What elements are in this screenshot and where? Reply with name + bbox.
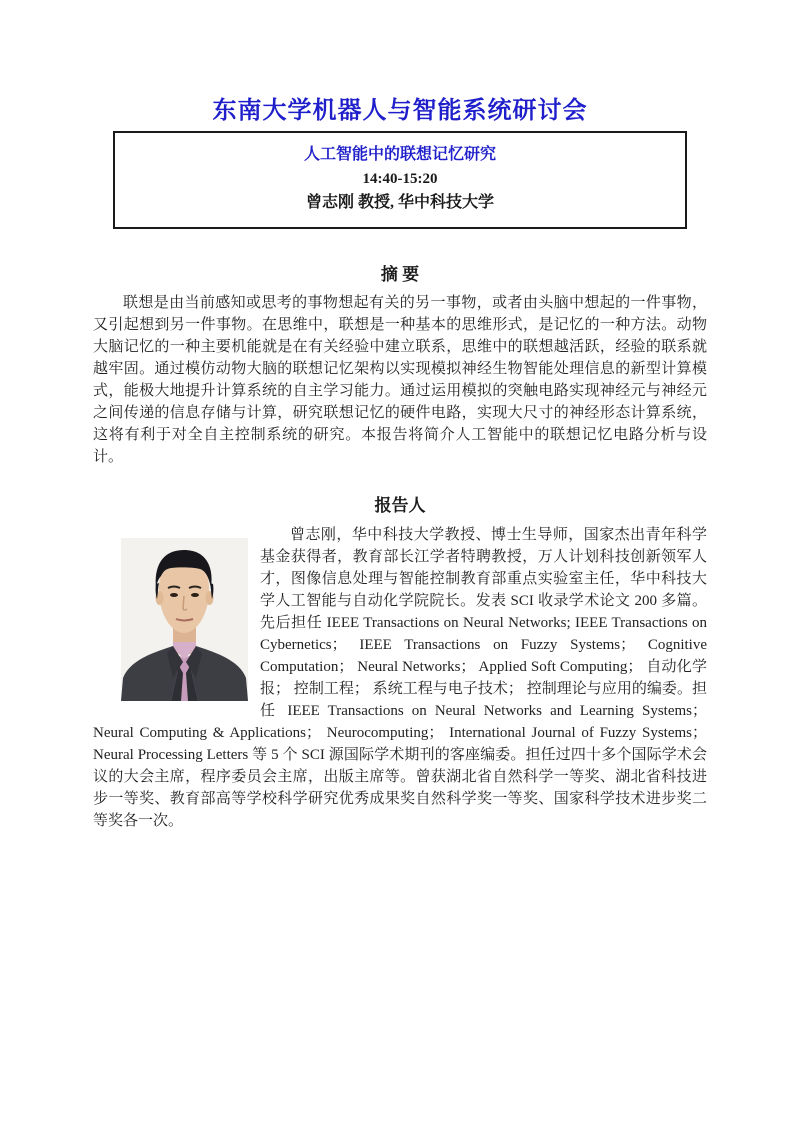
session-info-box <box>113 131 687 229</box>
seminar-title: 东南大学机器人与智能系统研讨会 <box>212 97 588 124</box>
speaker-bio-text: 曾志刚，华中科技大学教授、博士生导师，国家杰出青年科学基金获得者，教育部长江学者特聘教授，万人计划科技创新领军人才，图像信息处理与智能控制教育部重点实验室主任，华中科技大学人工智能与自动化学院院长。发表 SCI 收录学术论文 200 多篇。先后担任 IEEE Transactions on Neural Networks; IEEE Transactions on Cybernetics； IEEE Transactions on Fuzzy Systems； Cognitive Computation； Neural Networks； Applied Soft Computing； 自动化学报； 控制工程； 系统工程与电子技术； 控制理论与应用的编委。担 任 IEEE Transactions on Neural Networks and Learning Systems； Neural Computing & Applications； Neurocomputing； International Journal of Fuzzy Systems； Neural Processing Letters 等 5 个 SCI 源国际学术期刊的客座编委。担任过四十多个国际学术会议的大会主席，程序委员会主席，出版主席等。曾获湖北省自然科学一等奖、湖北省科技进步一等奖、教育部高等学校科学研究优秀成果奖自然科学奖一等奖、国家科学技术进步奖二等奖各一次。 <box>93 527 707 829</box>
speaker-bio-block <box>93 524 707 832</box>
abstract-body: 联想是由当前感知或思考的事物想起有关的另一事物，或者由头脑中想起的一件事物，又引起想到另一件事物。在思维中，联想是一种基本的思维形式，是记忆的一种方法。动物大脑记忆的一种主要机能就是在有关经验中建立联系，思维中的联想越活跃，经验的联系就越牢固。通过模仿动物大脑的联想记忆架构以实现模拟神经生物智能处理信息的新型计算模式，能极大地提升计算系统的自主学习能力。通过运用模拟的突触电路实现神经元与神经元之间传递的信息存储与计算，研究联想记忆的硬件电路，实现大尺寸的神经形态计算系统，这将有利于对全自主控制系统的研究。本报告将简介人工智能中的联想记忆电路分析与设计。 <box>93 295 707 465</box>
talk-title: 人工智能中的联想记忆研究 <box>303 146 496 163</box>
talk-time: 14:40-15:20 <box>362 171 438 187</box>
abstract-heading: 摘 要 <box>380 265 420 284</box>
talk-speaker-line: 曾志刚 教授, 华中科技大学 <box>305 194 494 211</box>
speaker-portrait-photo <box>121 538 248 701</box>
portrait-illustration <box>121 538 248 701</box>
speaker-heading: 报告人 <box>374 496 426 515</box>
